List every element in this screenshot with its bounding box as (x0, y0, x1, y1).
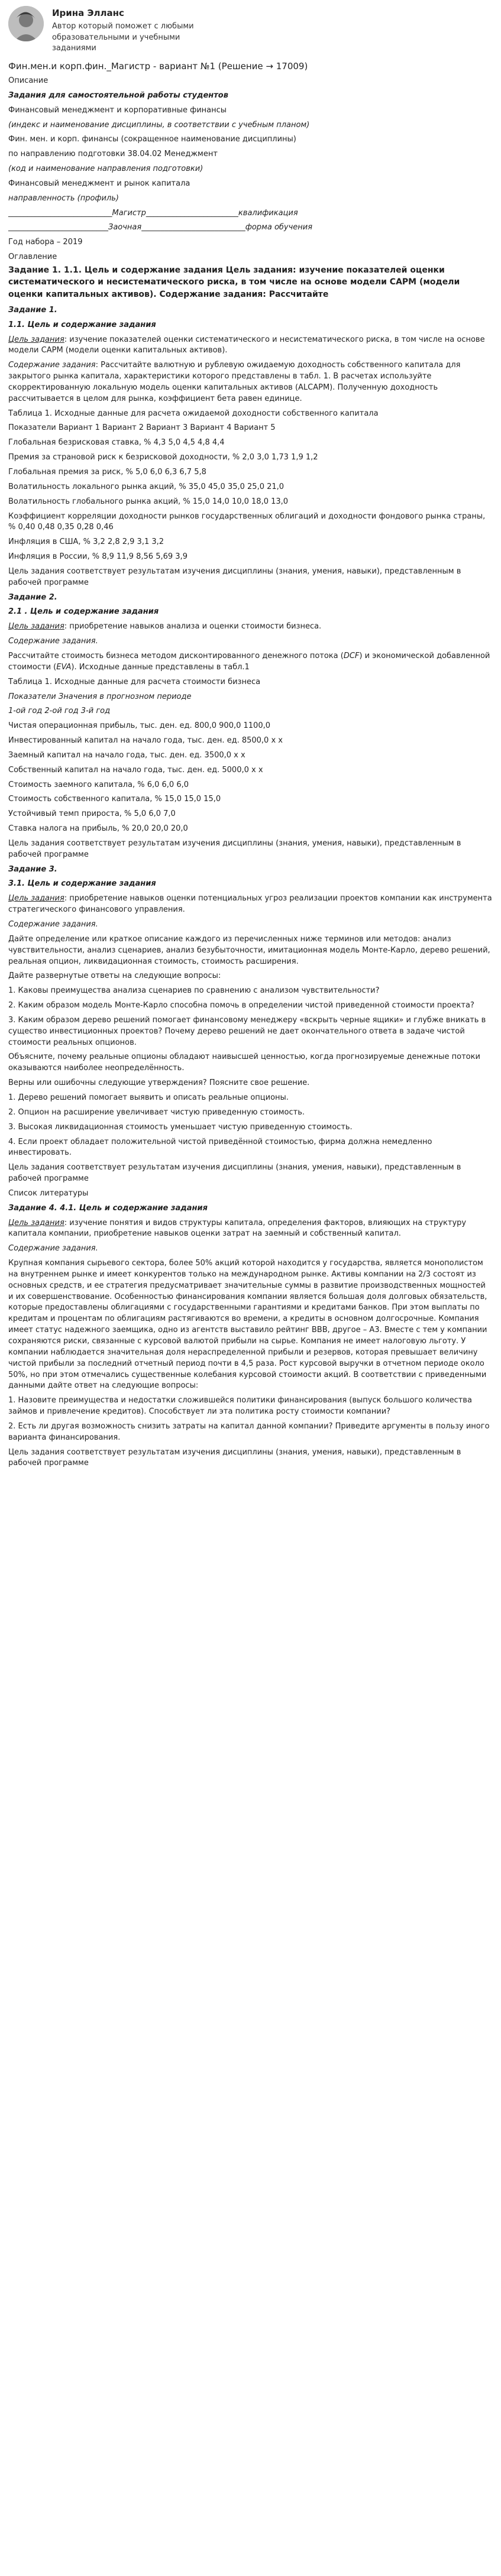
header-line-2: Финансовый менеджмент и корпоративные финансы (8, 105, 227, 115)
task3-s3: 3. Высокая ликвидационная стоимость уменьшает чистую приведенную стоимость. (8, 1122, 353, 1132)
task1-footer: Цель задания соответствует результатам изучения дисциплины (знания, умения, навыки), представленным в рабочей программе (8, 566, 461, 587)
header-line-10: __________________________Заочная___________________________форма обучения (8, 223, 313, 232)
task2-footer: Цель задания соответствует результатам изучения дисциплины (знания, умения, навыки), представленным в рабочей программе (8, 838, 461, 859)
header-line-1: Задания для самостоятельной работы студентов (8, 90, 228, 100)
toc-label: Оглавление (8, 252, 57, 262)
task3-p3: Объясните, почему реальные опционы обладают наивысшей ценностью, когда прогнозируемые денежные потоки оказываются наиболее неопределённость. (8, 1052, 480, 1073)
header-line-6: (код и наименование направления подготовки) (8, 164, 203, 174)
author-description: Автор который поможет с любыми образовательными и учебными заданиями (52, 21, 194, 53)
header-line-11: Год набора – 2019 (8, 238, 83, 247)
task1-row: Волатильность локального рынка акций, % 35,0 45,0 35,0 25,0 21,0 (8, 482, 285, 491)
task3-s1: 1. Дерево решений помогает выявить и описать реальные опционы. (8, 1093, 289, 1102)
task1-row: Показатели Вариант 1 Вариант 2 Вариант 3 Вариант 4 Вариант 5 (8, 423, 276, 433)
header-line-5: по направлению подготовки 38.04.02 Менеджмент (8, 150, 218, 159)
task4-q1: 1. Назовите преимущества и недостатки сложившейся политики финансирования (выпуск большого количества займов и привлечение кредитов). Способствует ли эта политика росту стоимости компании? (8, 1396, 472, 1417)
description-label: Описание (8, 76, 49, 86)
task3-s2: 2. Опцион на расширение увеличивает чистую приведенную стоимость. (8, 1107, 305, 1117)
task1-row: Инфляция в США, % 3,2 2,8 2,9 3,1 3,2 (8, 537, 164, 547)
task3-q2: 2. Каким образом модель Монте-Карло способна помочь в определении чистой приведенной стоимости проекта? (8, 1001, 474, 1010)
header-line-9: ___________________________Магистр________________________квалификация (8, 208, 298, 218)
task1-row: Глобальная безрисковая ставка, % 4,3 5,0 4,5 4,8 4,4 (8, 438, 225, 448)
task3-q1: 1. Каковы преимущества анализа сценариев по сравнению с анализом чувствительности? (8, 986, 380, 996)
task3-p1: Дайте определение или краткое описание каждого из перечисленных ниже терминов или методов: анализ чувствительности, анализ сценариев, анализ безубыточности, имитационная модель Монте-Карло, дерево решений, реальная опцион, ликвидационная стоимость, стоимость расширения. (8, 934, 490, 966)
task1-subheading: 1.1. Цель и содержание задания (8, 320, 156, 329)
task4-footer: Цель задания соответствует результатам изучения дисциплины (знания, умения, навыки), представленным в рабочей программе (8, 1447, 461, 1468)
task2-subheading: 2.1 . Цель и содержание задания (8, 607, 159, 617)
document-title: Фин.мен.и корп.фин._Магистр - вариант №1 (Решение → 17009) (8, 61, 308, 72)
task2-table-sub2: 1-ой год 2-ой год 3-й год (8, 707, 111, 716)
avatar[interactable] (8, 6, 44, 41)
task3-footer: Цель задания соответствует результатам изучения дисциплины (знания, умения, навыки), представленным в рабочей программе (8, 1163, 461, 1184)
task1-table-title: Таблица 1. Исходные данные для расчета ожидаемой доходности собственного капитала (8, 409, 379, 418)
task1-row: Инфляция в России, % 8,9 11,9 8,56 5,69 3,9 (8, 552, 188, 562)
task3-s4: 4. Если проект обладает положительной чистой приведённой стоимостью, фирма должна немедленно инвестировать. (8, 1137, 432, 1158)
task2-p1: Рассчитайте стоимость бизнеса методом дисконтированного денежного потока (DCF) и экономической добавленной стоимости (EVA). Исходные данные представлены в табл.1 (8, 651, 490, 672)
task1-row: Коэффициент корреляции доходности рынков государственных облигаций и доходности фондового рынка страны, % 0,40 0,48 0,35 0,28 0,46 (8, 511, 486, 532)
task1-row: Премия за страновой риск к безрисковой доходности, % 2,0 3,0 1,73 1,9 1,2 (8, 453, 318, 462)
literature-label: Список литературы (8, 1188, 89, 1198)
avatar-image (8, 6, 44, 41)
main-heading: Задание 1. 1.1. Цель и содержание задания Цель задания: изучение показателей оценки систематического и несистематического риска, в том числе на основе модели CAPM (модели оценки капитальных активов). Содержание задания: Рассчитайте (8, 265, 460, 299)
task1-heading: Задание 1. (8, 305, 57, 315)
task3-goal: Цель задания: приобретение навыков оценки потенциальных угроз реализации проектов компании как инструмента стратегического финансового управления. (8, 894, 492, 915)
task4-content-label: Содержание задания. (8, 1244, 98, 1253)
task2-row: Чистая операционная прибыль, тыс. ден. ед. 800,0 900,0 1100,0 (8, 721, 270, 731)
task3-content-label: Содержание задания. (8, 920, 98, 929)
task2-row: Стоимость заемного капитала, % 6,0 6,0 6,0 (8, 780, 189, 789)
header-line-7: Финансовый менеджмент и рынок капитала (8, 179, 190, 188)
header-line-4: Фин. мен. и корп. финансы (сокращенное наименование дисциплины) (8, 135, 296, 144)
task2-row: Заемный капитал на начало года, тыс. ден. ед. 3500,0 х х (8, 750, 245, 760)
author-info (52, 6, 206, 54)
task2-table-title: Таблица 1. Исходные данные для расчета стоимости бизнеса (8, 677, 261, 686)
task4-heading: Задание 4. 4.1. Цель и содержание задания (8, 1203, 208, 1213)
task4-q2: 2. Есть ли другая возможность снизить затраты на капитал данной компании? Приведите аргументы в пользу иного варианта финансирования. (8, 1421, 490, 1442)
task2-table-sub1: Показатели Значения в прогнозном периоде (8, 692, 192, 701)
task2-row: Стоимость собственного капитала, % 15,0 15,0 15,0 (8, 795, 221, 804)
task3-q3: 3. Каким образом дерево решений помогает финансовому менеджеру «вскрыть черные ящики» и глубже вникать в существо инвестиционных проектов? Почему дерево решений не дает окончательного ответа в задаче чистой стоимости реальных опционов. (8, 1015, 486, 1047)
task2-row: Ставка налога на прибыль, % 20,0 20,0 20,0 (8, 824, 188, 834)
task1-row: Волатильность глобального рынка акций, % 15,0 14,0 10,0 18,0 13,0 (8, 497, 289, 506)
task2-row: Инвестированный капитал на начало года, тыс. ден. ед. 8500,0 х х (8, 736, 283, 746)
task1-goal: Цель задания: изучение показателей оценки систематического и несистематического риска, в том числе на основе модели CAPM (модели оценки капитальных активов). (8, 335, 485, 355)
task1-content: Содержание задания: Рассчитайте валютную и рублевую ожидаемую доходность собственного капитала для закрытого рынка капитала, характеристики которого представлены в табл. 1. В расчетах используйте скорректированную локальную модель оценки капитальных активов (ALCAPM). Полученную доходность рассчитывается в целом для рынка, коэффициент бета равен единице. (8, 361, 461, 403)
task2-content-label: Содержание задания. (8, 637, 98, 646)
task2-row: Собственный капитал на начало года, тыс. ден. ед. 5000,0 х х (8, 765, 263, 775)
task3-subheading: 3.1. Цель и содержание задания (8, 879, 156, 889)
header-line-8: направленность (профиль) (8, 193, 119, 203)
task3-p4: Верны или ошибочны следующие утверждения? Поясните свое решение. (8, 1078, 310, 1088)
task3-heading: Задание 3. (8, 864, 57, 874)
header-line-3: (индекс и наименование дисциплины, в соответствии с учебным планом) (8, 120, 310, 129)
task2-row: Устойчивый темп прироста, % 5,0 6,0 7,0 (8, 809, 176, 819)
task2-goal: Цель задания: приобретение навыков анализа и оценки стоимости бизнеса. (8, 622, 322, 631)
author-card (8, 6, 493, 54)
author-name[interactable]: Ирина Элланс (52, 8, 124, 18)
task3-p2: Дайте развернутые ответы на следующие вопросы: (8, 971, 221, 981)
task4-goal: Цель задания: изучение понятия и видов структуры капитала, определения факторов, влияющих на структуру капитала компании, приобретение навыков оценки затрат на заемный и собственный капитал. (8, 1218, 467, 1239)
task4-p1: Крупная компания сырьевого сектора, более 50% акций которой находится у государства, является монополистом на внутреннем рынке и имеет конкурентов только на международном рынке. Активы компании на 2/3 состоят из основных средств, и ее стратегия предусматривает значительные суммы в развитие производственных мощностей и их совершенствование. Особенностью финансирования компании является большая доля долговых обязательств, которые предоставлены облигациями с государственными гарантиями и кредитами банков. При этом выплаты по кредитам и процентам по облигациям растягиваются во времени, а кредиты в основном долгосрочные. Компания имеет статус надежного заемщика, одно из агентств выставило рейтинг BBB, другое – A3. Вместе с тем у компании сохраняются риски, связанные с курсовой валютой прибыли на сырье. Компания не имеет налоговую льготу. У компании наблюдается значительная доля нераспределенной прибыли и резервов, которая превышает величину чистой прибыли за последний отчетный период почти в 4,5 раза. Рост курсовой выручки в отчетном периоде около 50%, но при этом отмечались существенные колебания курсовой стоимости акций. В соответствии с приведенными данными дайте ответ на следующие вопросы: (8, 1259, 487, 1391)
task1-row: Глобальная премия за риск, % 5,0 6,0 6,3 6,7 5,8 (8, 468, 206, 477)
task2-heading: Задание 2. (8, 592, 57, 602)
